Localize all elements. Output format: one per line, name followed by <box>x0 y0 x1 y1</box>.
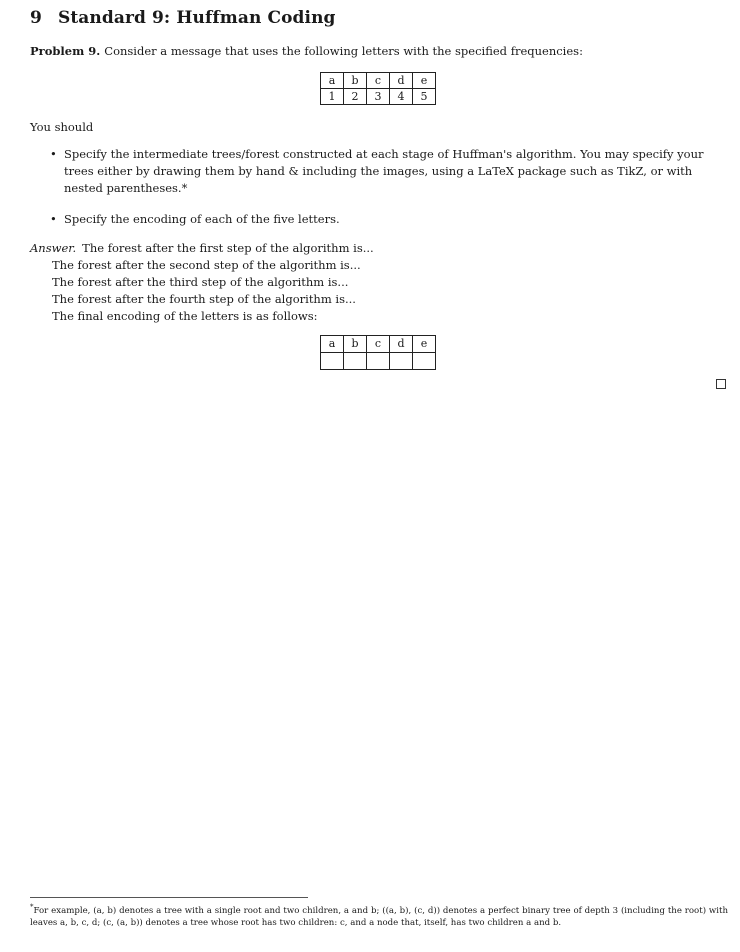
letter-cell: b <box>344 336 367 353</box>
problem-statement <box>30 44 583 59</box>
instruction-text: Specify the encoding of each of the five letters. <box>64 212 340 226</box>
frequency-cell: 3 <box>367 89 390 105</box>
answer-line: The final encoding of the letters is as follows: <box>52 309 318 323</box>
frequency-cell: 5 <box>413 89 436 105</box>
letter-cell: e <box>413 336 436 353</box>
instruction-text: Specify the intermediate trees/forest constructed at each stage of Huffman's algorithm. You may specify your trees either by drawing them by hand & including the images, using a LaTeX package such as TikZ, or with nested parentheses.* <box>64 147 704 195</box>
problem-label: Problem 9. <box>30 44 101 58</box>
answer-label: Answer. <box>30 241 77 255</box>
letter-cell: d <box>390 336 413 353</box>
frequency-values-row <box>321 89 436 105</box>
letter-cell: a <box>321 73 344 89</box>
letter-cell: d <box>390 73 413 89</box>
footnote-marker: * <box>30 903 34 911</box>
answer-line: The forest after the fourth step of the algorithm is... <box>52 292 356 306</box>
footnote-divider <box>30 897 308 898</box>
encoding-table <box>320 335 436 370</box>
encoding-codes-row <box>321 353 436 370</box>
instructions-intro: You should <box>30 120 94 134</box>
letter-cell: b <box>344 73 367 89</box>
section-title-text: Standard 9: Huffman Coding <box>57 8 336 28</box>
code-cell <box>390 353 413 370</box>
code-cell <box>367 353 390 370</box>
code-cell <box>413 353 436 370</box>
frequency-letters-row <box>321 73 436 89</box>
footnote <box>30 901 728 929</box>
answer-line-text: The forest after the first step of the algorithm is... <box>82 241 374 255</box>
instructions-list <box>48 146 728 242</box>
list-item <box>48 146 728 197</box>
bullet-icon: • <box>50 147 57 161</box>
answer-line: The forest after the third step of the algorithm is... <box>52 275 349 289</box>
qed-square-icon <box>716 379 726 389</box>
footnote-text: For example, (a, b) denotes a tree with a single root and two children, a and b; ((a, b), (c, d)) denotes a perfect binary tree of depth 3 (including the root) with leaves a, b, c, d; (c, (a, b)) denotes a tree whose root has two children: c, and a node that, itself, has two children a and b. <box>30 905 728 928</box>
letter-cell: c <box>367 336 390 353</box>
section-number: 9 <box>30 8 42 28</box>
answer-line: The forest after the second step of the algorithm is... <box>52 258 361 272</box>
list-item <box>48 211 728 228</box>
bullet-icon: • <box>50 212 57 226</box>
code-cell <box>321 353 344 370</box>
answer-block <box>30 240 374 325</box>
letter-cell: e <box>413 73 436 89</box>
letter-cell: a <box>321 336 344 353</box>
encoding-letters-row <box>321 336 436 353</box>
frequency-table <box>320 72 436 105</box>
letter-cell: c <box>367 73 390 89</box>
problem-text: Consider a message that uses the following letters with the specified frequencies: <box>104 44 583 58</box>
answer-line <box>30 240 374 257</box>
frequency-cell: 2 <box>344 89 367 105</box>
frequency-cell: 1 <box>321 89 344 105</box>
code-cell <box>344 353 367 370</box>
frequency-cell: 4 <box>390 89 413 105</box>
section-heading <box>30 8 336 28</box>
